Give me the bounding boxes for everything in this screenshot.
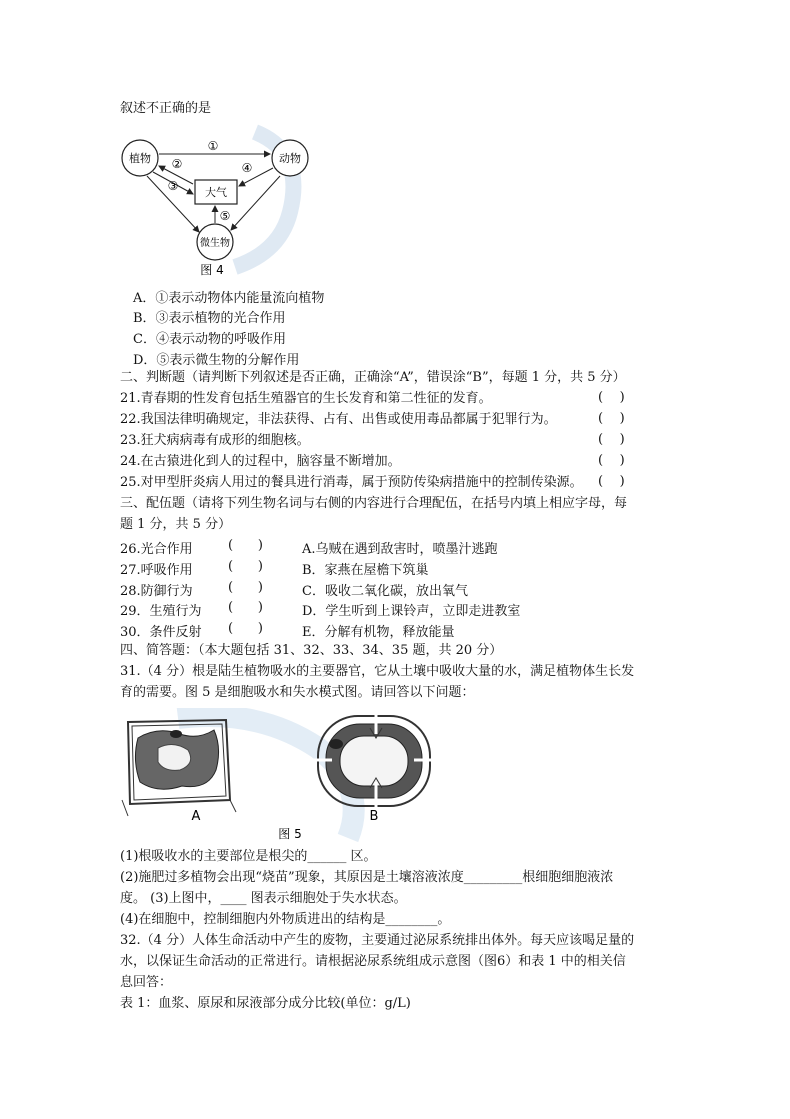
match-option-e: E．分解有机物，释放能量	[302, 625, 455, 640]
q22: 22.我国法律明确规定，非法获得、占有、出售或使用毒品都属于犯罪行为。	[120, 412, 557, 427]
table-1-caption: 表 1：血浆、原尿和尿液部分成分比较(单位：g/L)	[120, 996, 411, 1011]
q31-sub-1: (1)根吸收水的主要部位是根尖的______ 区。	[120, 849, 377, 864]
q24: 24.在古猿进化到人的过程中，脑容量不断增加。	[120, 454, 401, 469]
q31-sub-4: (4)在细胞中，控制细胞内外物质进出的结构是________。	[120, 912, 451, 927]
atmosphere-label: 大气	[205, 186, 227, 199]
q25: 25.对甲型肝炎病人用过的餐具进行消毒，属于预防传染病措施中的控制传染源。	[120, 475, 583, 490]
q28-term: 28.防御行为	[120, 584, 193, 599]
q25-answer-blank[interactable]: ( )	[598, 474, 625, 489]
match-option-c: C．吸收二氧化碳，放出氧气	[302, 584, 468, 599]
microbe-label: 微生物	[200, 238, 230, 249]
cell-a	[122, 720, 236, 816]
fig5-label-a: A	[191, 809, 201, 824]
q31-sub-2-line-1: (2)施肥过多植物会出现“烧苗”现象，其原因是土壤溶液浓度_________根细胞细胞液浓	[120, 870, 614, 885]
q23-answer-blank[interactable]: ( )	[598, 432, 625, 447]
q27-answer-blank[interactable]: ( )	[228, 559, 263, 574]
figure-5-caption: 图 5	[278, 827, 302, 841]
q23: 23.狂犬病病毒有成形的细胞核。	[120, 433, 310, 448]
q21-answer-blank[interactable]: ( )	[598, 390, 625, 405]
section-3-heading-line-2: 题 1 分，共 5 分）	[120, 517, 232, 532]
figure-4-caption: 图 4	[200, 263, 224, 277]
match-option-d: D．学生听到上课铃声，立即走进教室	[302, 604, 521, 619]
question-intro: 叙述不正确的是	[120, 101, 212, 116]
q31-sub-2-line-2: 度。 (3)上图中，____ 图表示细胞处于失水状态。	[120, 891, 407, 906]
q30-term: 30．条件反射	[120, 625, 202, 640]
match-option-b: B．家燕在屋檐下筑巢	[302, 563, 429, 578]
q32-line-2: 水，以保证生命活动的正常进行。请根据泌尿系统组成示意图（图6）和表 1 中的相关信	[120, 954, 626, 969]
arrow-label-4: ④	[241, 161, 253, 175]
arrow-label-1: ①	[207, 139, 219, 153]
cell-b	[310, 710, 436, 808]
match-option-a: A.乌贼在遇到敌害时，喷墨汁逃跑	[302, 542, 498, 557]
q32-line-1: 32.（4 分）人体生命活动中产生的废物，主要通过泌尿系统排出体外。每天应该喝足量的	[120, 933, 635, 948]
q26-term: 26.光合作用	[120, 542, 193, 557]
section-3-heading-line-1: 三、配伍题（请将下列生物名词与右侧的内容进行合理配伍，在括号内填上相应字母，每	[120, 496, 628, 511]
q31-line-1: 31.（4 分）根是陆生植物吸水的主要器官，它从土壤中吸收大量的水，满足植物体生长发	[120, 664, 635, 679]
animal-label: 动物	[279, 152, 301, 165]
q22-answer-blank[interactable]: ( )	[598, 411, 625, 426]
fig5-label-b: B	[369, 809, 379, 824]
figure-5-cell-diagram	[118, 708, 443, 848]
q32-line-3: 息回答：	[120, 975, 173, 990]
arrow-animal-microbe	[231, 176, 280, 230]
arrow-label-2: ②	[171, 157, 183, 171]
q20-option-b: B．③表示植物的光合作用	[133, 311, 286, 326]
plant-label: 植物	[129, 152, 151, 165]
arrow-label-3: ③	[167, 179, 179, 193]
q20-option-a: A．①表示动物体内能量流向植物	[133, 291, 325, 306]
q24-answer-blank[interactable]: ( )	[598, 453, 625, 468]
q30-answer-blank[interactable]: ( )	[228, 621, 263, 636]
section-2-heading: 二、判断题（请判断下列叙述是否正确，正确涂“A”，错误涂“B”，每题 1 分，共 5 分）	[120, 370, 626, 385]
q21: 21.青春期的性发育包括生殖器官的生长发育和第二性征的发育。	[120, 391, 492, 406]
q29-term: 29．生殖行为	[120, 604, 202, 619]
q20-option-c: C．④表示动物的呼吸作用	[133, 332, 286, 347]
q20-option-d: D．⑤表示微生物的分解作用	[133, 353, 300, 368]
figure-4-carbon-cycle-diagram	[115, 122, 315, 282]
q26-answer-blank[interactable]: ( )	[228, 538, 263, 553]
q29-answer-blank[interactable]: ( )	[228, 600, 263, 615]
arrow-label-5: ⑤	[219, 209, 231, 223]
section-4-heading: 四、简答题：（本大题包括 31、32、33、34、35 题，共 20 分）	[120, 643, 503, 658]
q28-answer-blank[interactable]: ( )	[228, 580, 263, 595]
q31-line-2: 育的需要。图 5 是细胞吸水和失水模式图。请回答以下问题：	[120, 685, 475, 700]
q27-term: 27.呼吸作用	[120, 563, 193, 578]
